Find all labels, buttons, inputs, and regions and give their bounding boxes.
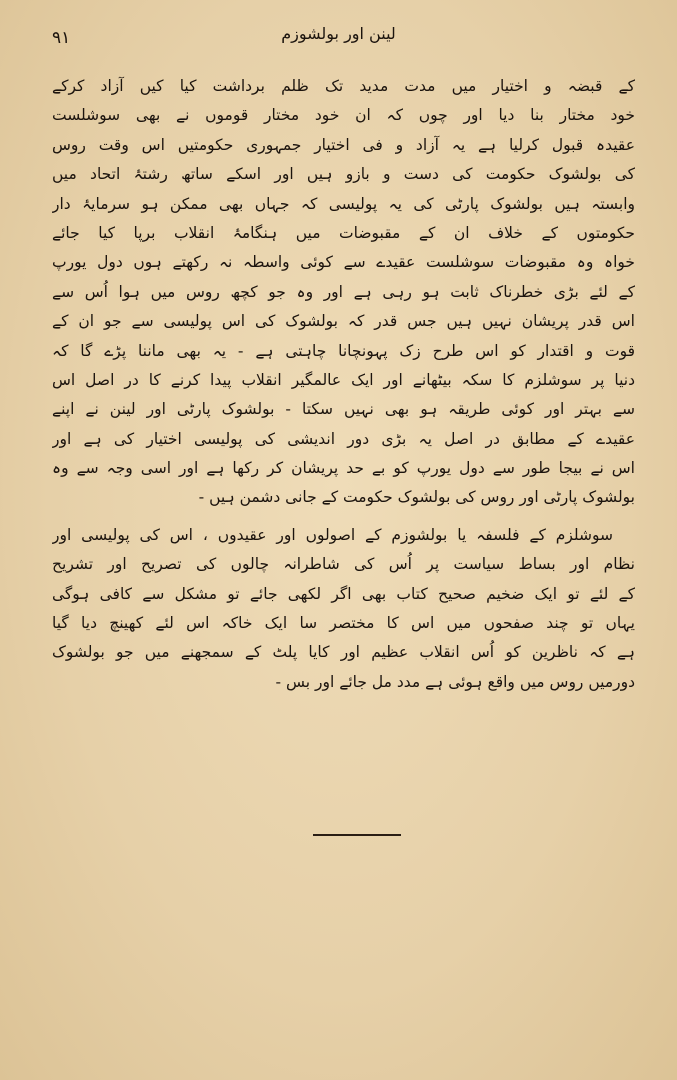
text-line: دنیا پر سوشلزم کا سکہ بیٹھانے اور ایک عالمگیر انقلاب پیدا کرنے کا در اصل اس	[52, 370, 635, 389]
text-line: کی بولشوک حکومت کی دست و بازو ہیں اور اسکے ساتھ رشتۂ اتحاد میں	[52, 165, 635, 184]
text-line: خود مختار بنا دیا اور چوں کہ ان خود مختار قوموں نے بھی سوشلست	[52, 106, 635, 125]
text-line: بولشوک پارٹی اور روس کی بولشوک حکومت کے جانی دشمن ہیں -	[198, 488, 635, 507]
page-number: ۹۱	[52, 28, 71, 48]
text-line: ہے کہ ناظرین کو اُس انقلاب عظیم اور کایا پلٹ کے سمجھنے میں جو بولشوک	[52, 643, 635, 662]
text-line: یہاں تو چند صفحوں میں اس کا مختصر سا ایک خاکہ اس لئے کھینچ دیا گیا	[52, 614, 635, 633]
text-line: عقیدہ قبول کرلیا ہے یہ آزاد و فی اختیار جمہوری حکومتیں اس وقت روس	[52, 135, 635, 154]
section-end-rule	[313, 834, 401, 836]
text-line: قوت و اقتدار کو اس طرح زک پہونچانا چاہتی ہے - یہ بھی ماننا پڑے گا کہ	[52, 341, 635, 360]
text-line: خواہ وہ مقبوضات سوشلست عقیدے سے کوئی واسطہ نہ رکھتے ہوں دول یورپ	[52, 253, 635, 272]
paragraph-1	[52, 72, 635, 513]
text-line: دورمیں روس میں واقع ہوئی ہے مدد مل جائے اور بس -	[275, 672, 635, 691]
running-title: لینن اور بولشوزم	[281, 24, 396, 43]
text-line: اس نے بیجا طور سے دول یورپ کو بے حد پریشان کر رکھا ہے اور اسی وجہ سے وہ	[52, 459, 635, 478]
text-line: کے قبضہ و اختیار میں مدت مدید تک ظلم برداشت کیا کیں آزاد کرکے	[52, 77, 635, 95]
text-line: سے بہتر اور کوئی طریقہ ہو بھی نہیں سکتا - بولشوک پارٹی اور لینن نے اپنے	[52, 400, 635, 419]
paragraph-2	[52, 521, 635, 697]
text-line: حکومتوں کے خلاف ان کے مقبوضات میں ہنگامۂ انقلاب برپا کیا جائے	[52, 223, 635, 242]
body-text	[52, 72, 635, 697]
text-line: عقیدے کے مطابق در اصل یہ بڑی دور اندیشی کی پولیسی اختیار کی ہے اور	[52, 429, 635, 448]
text-line: نظام اور بساط سیاست پر اُس کی شاطرانہ چالوں کی تصریح اور تشریح	[52, 555, 635, 574]
text-line: کے لئے تو ایک ضخیم صحیح کتاب بھی اگر لکھی جائے تو مشکل سے کافی ہوگی	[52, 584, 635, 603]
text-line: اس قدر پریشان نہیں ہیں جس قدر کہ بولشوک کی اس پولیسی سے جو ان کے	[52, 312, 635, 331]
text-line: وابستہ ہیں بولشوک پارٹی کی یہ پولیسی کہ جہاں بھی ممکن ہو سرمایۂ دار	[52, 194, 635, 213]
text-line: کے لئے بڑی خطرناک ثابت ہو رہی ہے اور وہ جو کچھ روس میں ہوا اُس سے	[52, 282, 635, 301]
text-line: سوشلزم کے فلسفہ یا بولشوزم کے اصولوں اور عقیدوں ، اس کی پولیسی اور	[52, 525, 613, 544]
